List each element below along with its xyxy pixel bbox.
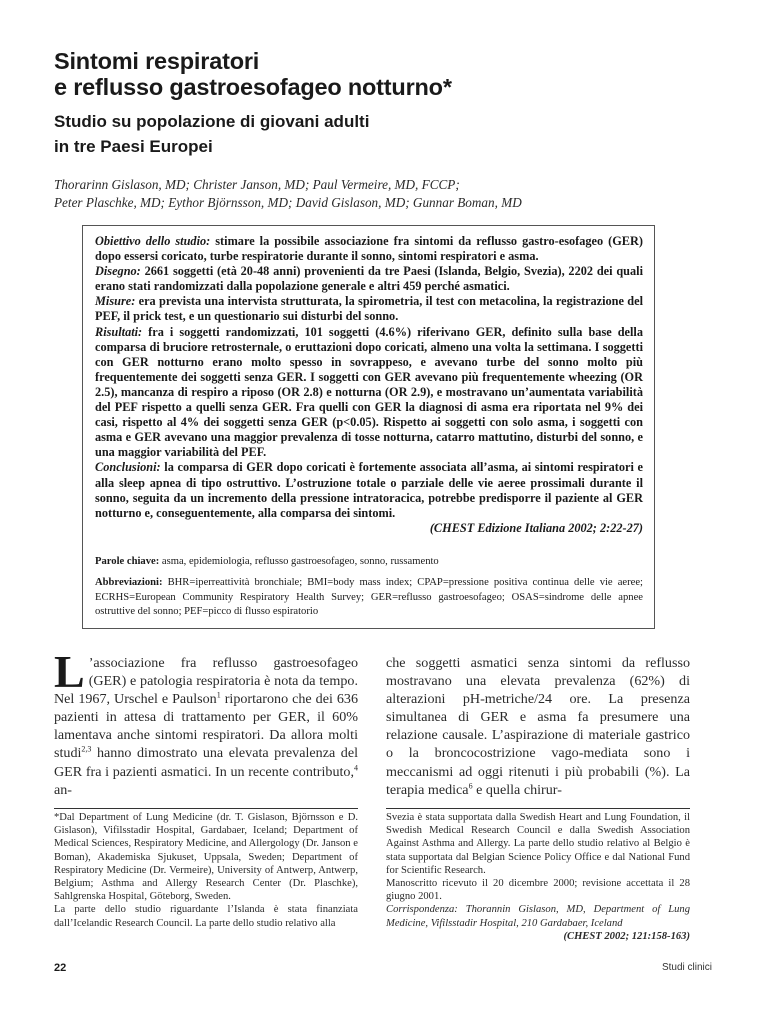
keywords-label: Parole chiave: (95, 556, 160, 567)
title-line-1: Sintomi respiratori (54, 48, 260, 74)
authors-line-1: Thorarinn Gislason, MD; Christer Janson, MD; Paul Vermeire, MD, FCCP; (54, 177, 460, 192)
title-line-2: e reflusso gastroesofageo notturno* (54, 74, 452, 100)
abbreviations (95, 576, 643, 620)
footnote-funding: La parte dello studio riguardante l’Islanda è stata finanziata dall’Icelandic Research Council. La parte dello studio relativo alla (54, 904, 358, 929)
abstract (95, 234, 643, 536)
conclusions-label: Conclusioni: (95, 460, 161, 475)
body-column-left (54, 646, 358, 799)
abstract-box (82, 225, 655, 629)
reference-superscript: 2,3 (81, 744, 92, 754)
authors-line-2: Peter Plaschke, MD; Eythor Björnsson, MD; David Gislason, MD; Gunnar Boman, MD (54, 195, 522, 210)
body-text: ’associazione fra reflusso gastroesofageo (GER) e patologia respiratoria è nota da tempo. Nel 1967, Urschel e Paulson (54, 655, 358, 708)
abstract-objective (95, 234, 643, 264)
footnote-right (386, 808, 690, 943)
reference-superscript: 4 (354, 762, 358, 772)
measures-label: Misure: (95, 294, 136, 309)
footnote-correspondence: Corrispondenza: Thorannin Gislason, MD, Department of Lung Medicine, Vifilsstadir Hospital, 210 Gardabaer, Iceland (386, 904, 690, 929)
abstract-results (95, 325, 643, 461)
objective-label: Obiettivo dello studio: (95, 234, 211, 248)
page-number: 22 (54, 962, 67, 974)
drop-cap: L (54, 646, 85, 697)
article-subtitle (54, 109, 369, 159)
footnote-citation: (CHEST 2002; 121:158-163) (563, 930, 690, 942)
footnote-manuscript-dates: Manoscritto ricevuto il 20 dicembre 2000; revisione accettata il 28 giugno 2001. (386, 878, 690, 903)
keywords (95, 555, 643, 569)
footnote-funding-continued: Svezia è stata supportata dalla Swedish Heart and Lung Foundation, il Swedish Medical Research Council e dalla Swedish Association Against Asthma and Allergy. La parte dello studio relativo al Belgio è stata supportata dal Belgian Science Policy Office e dal National Fund for Scientific Research. (386, 812, 690, 876)
results-text: fra i soggetti randomizzati, 101 soggetti (4.6%) riferivano GER, definito sulla base della comparsa di bruciore retrosternale, o eruttazioni dopo coricati, almeno una volta la settimana. I soggetti con GER notturno erano molto spesso in sovrappeso, e avevano turbe del sonno molto più frequentemente dei soggetti senza GER. I soggetti con GER avevano più frequentemente wheezing (OR 2.5), mancanza di respiro a riposo (OR 2.8) e notturna (OR 2.9), e mostravano un’aumentata variabilità del PEF rispetto a quelli senza GER. Fra quelli con GER la diagnosi di asma era riportata nel 9% dei casi, rispetto al 4% dei soggetti senza GER (p<0.05). Rispetto ai soggetti con solo asma, i soggetti con asma e GER avevano una maggior prevalenza di tosse notturna, catarro mattutino, disturbi del sonno, e una maggior variabilità del PEF. (95, 324, 643, 460)
abbreviations-label: Abbreviazioni: (95, 577, 163, 588)
results-label: Risultati: (95, 324, 143, 339)
body-text: che soggetti asmatici senza sintomi da reflusso mostravano una elevata prevalenza (62%) di alterazioni pH-metriche/24 ore. La presenza simultanea di GER e asma fa presumere una relazione causale. L’aspirazione di materiale gastrico o la broncocostrizione vago-mediata sono i meccanismi ad oggi ritenuti i più probabili (%). La terapia medica (386, 655, 690, 798)
footnote-left (54, 808, 358, 930)
design-text: 2661 soggetti (età 20-48 anni) provenienti da tre Paesi (Islanda, Belgio, Svezia), 2202 dei quali erano stati randomizzati dalla popolazione generale e altri 459 perché asmatici. (95, 264, 643, 294)
design-label: Disegno: (95, 264, 141, 279)
body-text: riportarono che dei 636 pazienti in attesa di trattamento per GER, il 60% lamentava anche sintomi respiratori. Da allora molti studi (54, 691, 358, 762)
abstract-measures (95, 294, 643, 324)
abstract-design (95, 264, 643, 294)
article-title (54, 48, 452, 100)
objective-text: stimare la possibile associazione fra sintomi da reflusso gastro-esofageo (GER) dopo essersi coricato, turbe respiratorie durante il sonno, sintomi respiratori e asma. (95, 234, 643, 264)
conclusions-text: la comparsa di GER dopo coricati è fortemente associata all’asma, ai sintomi respiratori e alla sleep apnea di tipo ostruttivo. L’ostruzione totale o parziale delle vie aeree prossimali durante il sonno, seguita da un incremento della pressione intratoracica, potrebbe predisporre il paziente al GER notturno e, conseguentemente, alla comparsa dei sintomi. (95, 460, 643, 520)
section-name: Studi clinici (661, 962, 712, 973)
body-text: an- (54, 781, 72, 798)
body-text: hanno dimostrato una elevata prevalenza del GER fra i pazienti asmatici. In un recente contributo, (54, 745, 358, 780)
author-list (54, 176, 522, 212)
subtitle-line-2: in tre Paesi Europei (54, 137, 213, 156)
body-column-right (386, 654, 690, 799)
abstract-conclusions (95, 460, 643, 520)
reference-superscript: 6 (468, 780, 473, 790)
abstract-citation: (CHEST Edizione Italiana 2002; 2:22-27) (429, 520, 643, 535)
measures-text: era prevista una intervista strutturata, la spirometria, il test con metacolina, la registrazione del PEF, il prick test, e un questionario sui disturbi del sonno. (95, 294, 643, 324)
abbreviations-text: BHR=iperreattività bronchiale; BMI=body mass index; CPAP=pressione positiva continua delle vie aeree; ECRHS=European Community Respiratory Health Survey; GER=reflusso gastroesofageo; OSAS=sindrome delle apnee ostruttive del sonno; PEF=picco di flusso espiratorio (95, 577, 643, 617)
body-text: e quella chirur- (472, 781, 562, 798)
keywords-text: asma, epidemiologia, reflusso gastroesofageo, sonno, russamento (159, 556, 439, 567)
footnote-affiliations: *Dal Department of Lung Medicine (dr. T. Gislason, Björnsson e D. Gislason), Vifilsstadir Hospital, Gardabaer, Iceland; Department of Medical Sciences, Respiratory Medicine, and Allergology (Dr. Janson e Boman), Akademiska Sjukuset, Uppsala, Sweden; Department of Respiratory Medicine (Dr. Vermeire), University of Antwerp, Antwerp, Belgium; Asthma and Allergy Research Center (Dr. Plaschke), Sahlgrenska Hospital, Göteborg, Sweden. (54, 812, 358, 903)
reference-superscript: 1 (216, 690, 221, 700)
subtitle-line-1: Studio su popolazione di giovani adulti (54, 112, 370, 131)
